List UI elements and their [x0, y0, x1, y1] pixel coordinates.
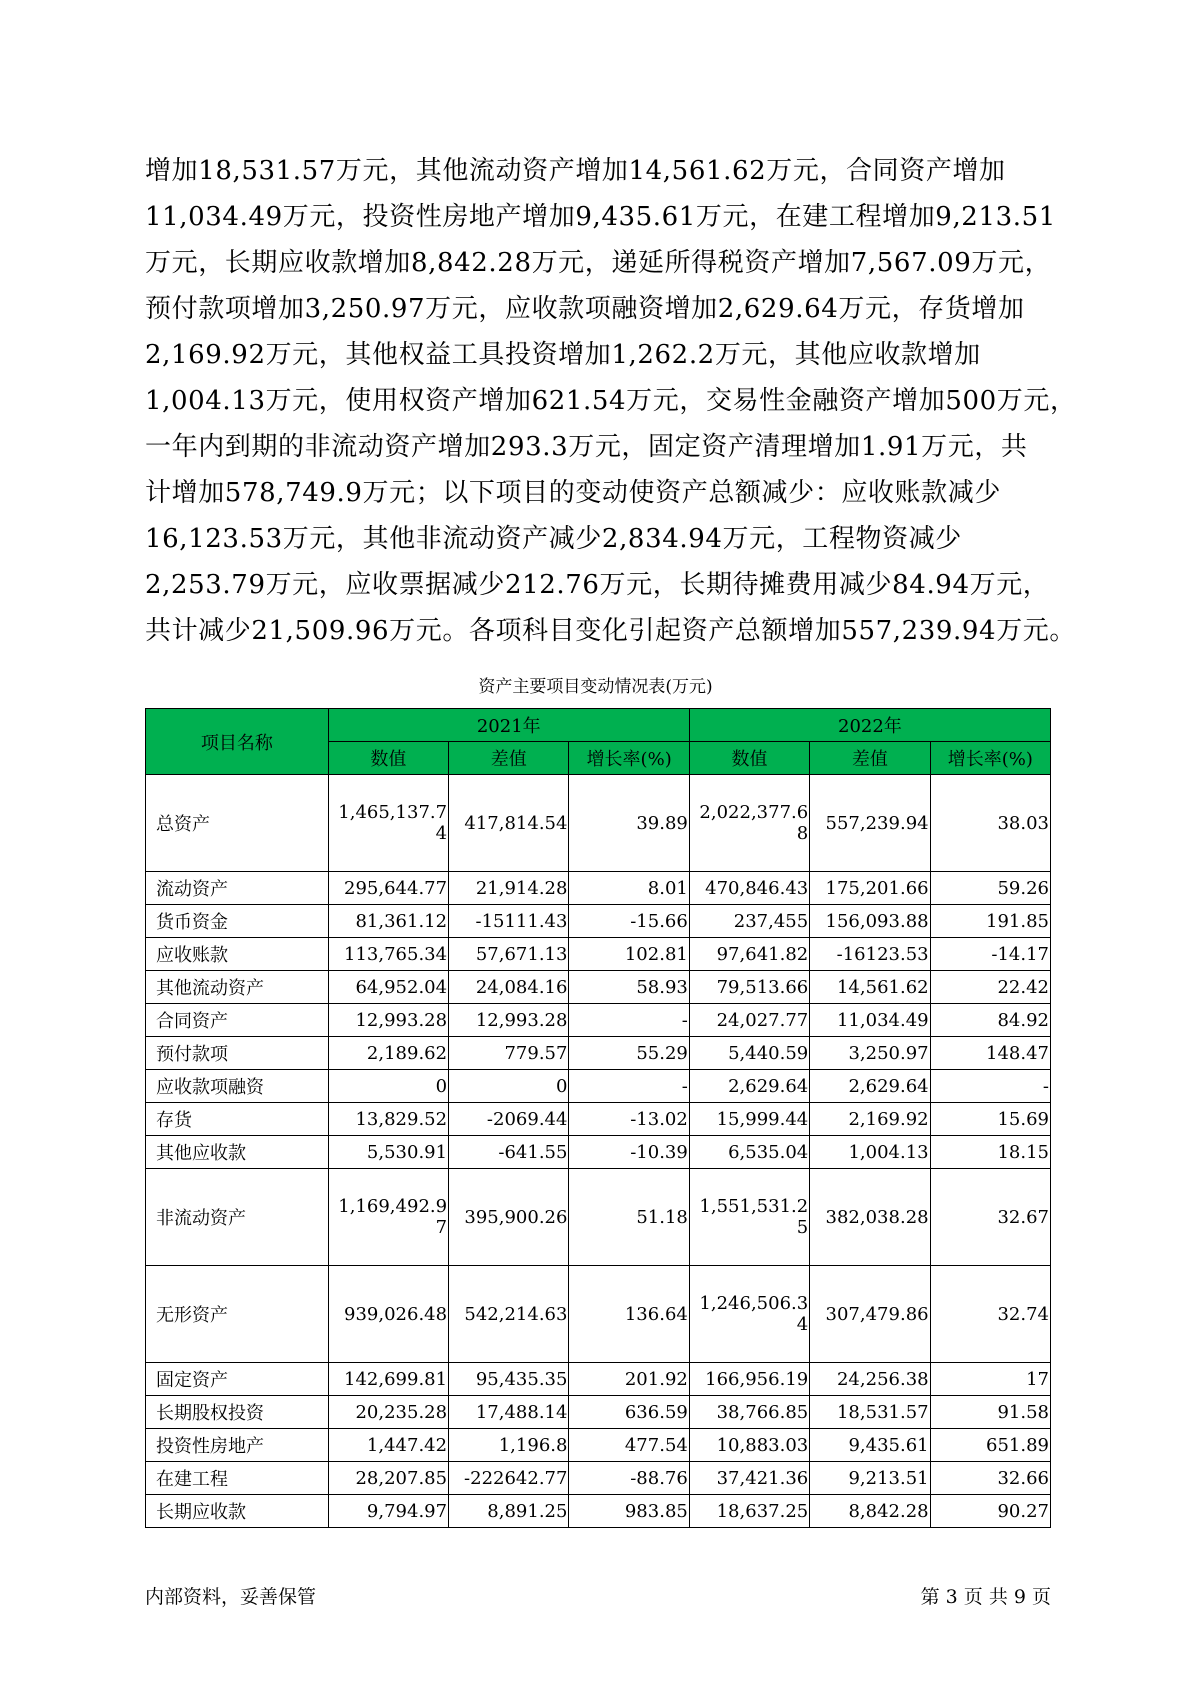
table-row [146, 872, 1051, 905]
paragraph-line: 万元，长期应收款增加8,842.28万元，递延所得税资产增加7,567.09万元， [145, 248, 1052, 278]
table-row [146, 1037, 1051, 1070]
row-cell: - [569, 1004, 689, 1037]
row-item-name: 非流动资产 [146, 1169, 329, 1266]
row-cell: 983.85 [569, 1495, 689, 1528]
paragraph-line: 16,123.53万元，其他非流动资产减少2,834.94万元，工程物资减少 [145, 524, 962, 554]
row-cell: 6,535.04 [689, 1136, 809, 1169]
row-cell: 307,479.86 [810, 1266, 930, 1363]
table-row [146, 905, 1051, 938]
row-cell: 542,214.63 [449, 1266, 569, 1363]
row-cell: 58.93 [569, 971, 689, 1004]
row-cell: 557,239.94 [810, 775, 930, 872]
row-item-name: 应收款项融资 [146, 1070, 329, 1103]
header-year-2022: 2022年 [689, 709, 1050, 742]
row-cell: 57,671.13 [449, 938, 569, 971]
table-row [146, 1004, 1051, 1037]
row-cell: 113,765.34 [328, 938, 448, 971]
row-cell: - [930, 1070, 1050, 1103]
row-cell: 8,842.28 [810, 1495, 930, 1528]
row-cell: 97,641.82 [689, 938, 809, 971]
row-cell: 12,993.28 [449, 1004, 569, 1037]
row-cell: 95,435.35 [449, 1363, 569, 1396]
row-cell: 8.01 [569, 872, 689, 905]
row-cell: 59.26 [930, 872, 1050, 905]
row-cell: 84.92 [930, 1004, 1050, 1037]
row-cell: -15.66 [569, 905, 689, 938]
row-cell: 3,250.97 [810, 1037, 930, 1070]
row-cell: 38.03 [930, 775, 1050, 872]
row-cell: 11,034.49 [810, 1004, 930, 1037]
row-cell: 15,999.44 [689, 1103, 809, 1136]
row-cell: 24,256.38 [810, 1363, 930, 1396]
row-item-name: 存货 [146, 1103, 329, 1136]
paragraph-line: 预付款项增加3,250.97万元，应收款项融资增加2,629.64万元，存货增加 [145, 294, 1025, 324]
row-cell: 2,629.64 [689, 1070, 809, 1103]
row-cell: 17,488.14 [449, 1396, 569, 1429]
paragraph-line: 2,253.79万元，应收票据减少212.76万元，长期待摊费用减少84.94万元， [145, 570, 1050, 600]
row-cell: 237,455 [689, 905, 809, 938]
row-item-name: 其他应收款 [146, 1136, 329, 1169]
table-row [146, 1103, 1051, 1136]
header-item-name: 项目名称 [146, 709, 329, 775]
row-cell: 142,699.81 [328, 1363, 448, 1396]
row-cell: 0 [328, 1070, 448, 1103]
subheader-growth-2022: 增长率(%) [930, 742, 1050, 775]
row-cell: 15.69 [930, 1103, 1050, 1136]
row-cell: 18,531.57 [810, 1396, 930, 1429]
subheader-growth-2021: 增长率(%) [569, 742, 689, 775]
row-cell: 18.15 [930, 1136, 1050, 1169]
row-item-name: 在建工程 [146, 1462, 329, 1495]
row-item-name: 总资产 [146, 775, 329, 872]
table-row [146, 1462, 1051, 1495]
row-cell: 8,891.25 [449, 1495, 569, 1528]
row-cell: 22.42 [930, 971, 1050, 1004]
row-cell: -88.76 [569, 1462, 689, 1495]
row-item-name: 投资性房地产 [146, 1429, 329, 1462]
row-cell: 51.18 [569, 1169, 689, 1266]
row-cell: 295,644.77 [328, 872, 448, 905]
row-item-name: 应收账款 [146, 938, 329, 971]
row-cell: 38,766.85 [689, 1396, 809, 1429]
row-cell: 79,513.66 [689, 971, 809, 1004]
row-cell: 2,189.62 [328, 1037, 448, 1070]
paragraph-line: 2,169.92万元，其他权益工具投资增加1,262.2万元，其他应收款增加 [145, 340, 981, 370]
footer-page-number: 第 3 页 共 9 页 [920, 1586, 1051, 1608]
row-cell: - [569, 1070, 689, 1103]
row-item-name: 固定资产 [146, 1363, 329, 1396]
table-row [146, 1136, 1051, 1169]
table-row [146, 1396, 1051, 1429]
row-item-name: 无形资产 [146, 1266, 329, 1363]
row-cell: -13.02 [569, 1103, 689, 1136]
row-cell: 1,196.8 [449, 1429, 569, 1462]
row-cell: 1,246,506.34 [689, 1266, 809, 1363]
row-cell: 24,084.16 [449, 971, 569, 1004]
row-cell: 5,440.59 [689, 1037, 809, 1070]
row-cell: 166,956.19 [689, 1363, 809, 1396]
row-cell: 90.27 [930, 1495, 1050, 1528]
row-cell: 17 [930, 1363, 1050, 1396]
row-item-name: 预付款项 [146, 1037, 329, 1070]
row-item-name: 货币资金 [146, 905, 329, 938]
table-row [146, 775, 1051, 872]
subheader-value-2022: 数值 [689, 742, 809, 775]
row-item-name: 流动资产 [146, 872, 329, 905]
row-cell: 1,551,531.25 [689, 1169, 809, 1266]
table-row [146, 1429, 1051, 1462]
table-row [146, 1169, 1051, 1266]
row-cell: -641.55 [449, 1136, 569, 1169]
row-cell: 37,421.36 [689, 1462, 809, 1495]
subheader-diff-2022: 差值 [810, 742, 930, 775]
row-cell: 14,561.62 [810, 971, 930, 1004]
row-cell: -2069.44 [449, 1103, 569, 1136]
row-cell: 18,637.25 [689, 1495, 809, 1528]
row-cell: 382,038.28 [810, 1169, 930, 1266]
table-row [146, 1266, 1051, 1363]
paragraph-line: 一年内到期的非流动资产增加293.3万元，固定资产清理增加1.91万元，共 [145, 432, 1028, 462]
table-row [146, 1363, 1051, 1396]
row-cell: 156,093.88 [810, 905, 930, 938]
row-cell: 81,361.12 [328, 905, 448, 938]
row-cell: 2,169.92 [810, 1103, 930, 1136]
table-row [146, 1495, 1051, 1528]
row-item-name: 长期应收款 [146, 1495, 329, 1528]
row-cell: 9,794.97 [328, 1495, 448, 1528]
row-cell: 0 [449, 1070, 569, 1103]
row-cell: 12,993.28 [328, 1004, 448, 1037]
paragraph-line: 1,004.13万元，使用权资产增加621.54万元，交易性金融资产增加500万元， [145, 386, 1077, 416]
row-cell: 651.89 [930, 1429, 1050, 1462]
row-cell: 477.54 [569, 1429, 689, 1462]
row-cell: 32.66 [930, 1462, 1050, 1495]
row-cell: 28,207.85 [328, 1462, 448, 1495]
row-item-name: 长期股权投资 [146, 1396, 329, 1429]
row-cell: 20,235.28 [328, 1396, 448, 1429]
row-cell: 32.74 [930, 1266, 1050, 1363]
row-cell: -16123.53 [810, 938, 930, 971]
row-cell: 136.64 [569, 1266, 689, 1363]
header-year-2021: 2021年 [328, 709, 689, 742]
row-cell: 175,201.66 [810, 872, 930, 905]
row-cell: 939,026.48 [328, 1266, 448, 1363]
row-cell: -14.17 [930, 938, 1050, 971]
row-cell: -222642.77 [449, 1462, 569, 1495]
row-cell: 55.29 [569, 1037, 689, 1070]
row-cell: 470,846.43 [689, 872, 809, 905]
table-row [146, 938, 1051, 971]
row-cell: 91.58 [930, 1396, 1050, 1429]
table-caption: 资产主要项目变动情况表(万元) [478, 677, 713, 697]
row-cell: 417,814.54 [449, 775, 569, 872]
row-cell: 191.85 [930, 905, 1050, 938]
row-cell: 201.92 [569, 1363, 689, 1396]
row-cell: 9,213.51 [810, 1462, 930, 1495]
row-cell: 21,914.28 [449, 872, 569, 905]
row-cell: 1,004.13 [810, 1136, 930, 1169]
subheader-diff-2021: 差值 [449, 742, 569, 775]
table-row [146, 971, 1051, 1004]
row-cell: 636.59 [569, 1396, 689, 1429]
row-cell: 1,169,492.97 [328, 1169, 448, 1266]
table-row [146, 1070, 1051, 1103]
paragraph-line: 共计减少21,509.96万元。各项科目变化引起资产总额增加557,239.94万元。 [145, 616, 1076, 646]
row-cell: 1,465,137.74 [328, 775, 448, 872]
row-cell: 10,883.03 [689, 1429, 809, 1462]
subheader-value-2021: 数值 [328, 742, 448, 775]
paragraph-line: 增加18,531.57万元，其他流动资产增加14,561.62万元，合同资产增加 [145, 156, 1006, 186]
row-cell: 1,447.42 [328, 1429, 448, 1462]
row-cell: 779.57 [449, 1037, 569, 1070]
row-cell: -10.39 [569, 1136, 689, 1169]
body-paragraph [145, 148, 1077, 654]
row-cell: 2,629.64 [810, 1070, 930, 1103]
row-cell: 24,027.77 [689, 1004, 809, 1037]
row-cell: 9,435.61 [810, 1429, 930, 1462]
row-item-name: 合同资产 [146, 1004, 329, 1037]
asset-change-table [145, 708, 1051, 1528]
paragraph-line: 计增加578,749.9万元；以下项目的变动使资产总额减少：应收账款减少 [145, 478, 1001, 508]
row-item-name: 其他流动资产 [146, 971, 329, 1004]
footer-confidential-note: 内部资料，妥善保管 [145, 1586, 317, 1608]
paragraph-line: 11,034.49万元，投资性房地产增加9,435.61万元，在建工程增加9,213.51 [145, 202, 1056, 232]
row-cell: 39.89 [569, 775, 689, 872]
row-cell: 102.81 [569, 938, 689, 971]
row-cell: 2,022,377.68 [689, 775, 809, 872]
row-cell: 5,530.91 [328, 1136, 448, 1169]
row-cell: 32.67 [930, 1169, 1050, 1266]
row-cell: 13,829.52 [328, 1103, 448, 1136]
row-cell: -15111.43 [449, 905, 569, 938]
table-body [146, 775, 1051, 1528]
row-cell: 395,900.26 [449, 1169, 569, 1266]
row-cell: 64,952.04 [328, 971, 448, 1004]
row-cell: 148.47 [930, 1037, 1050, 1070]
